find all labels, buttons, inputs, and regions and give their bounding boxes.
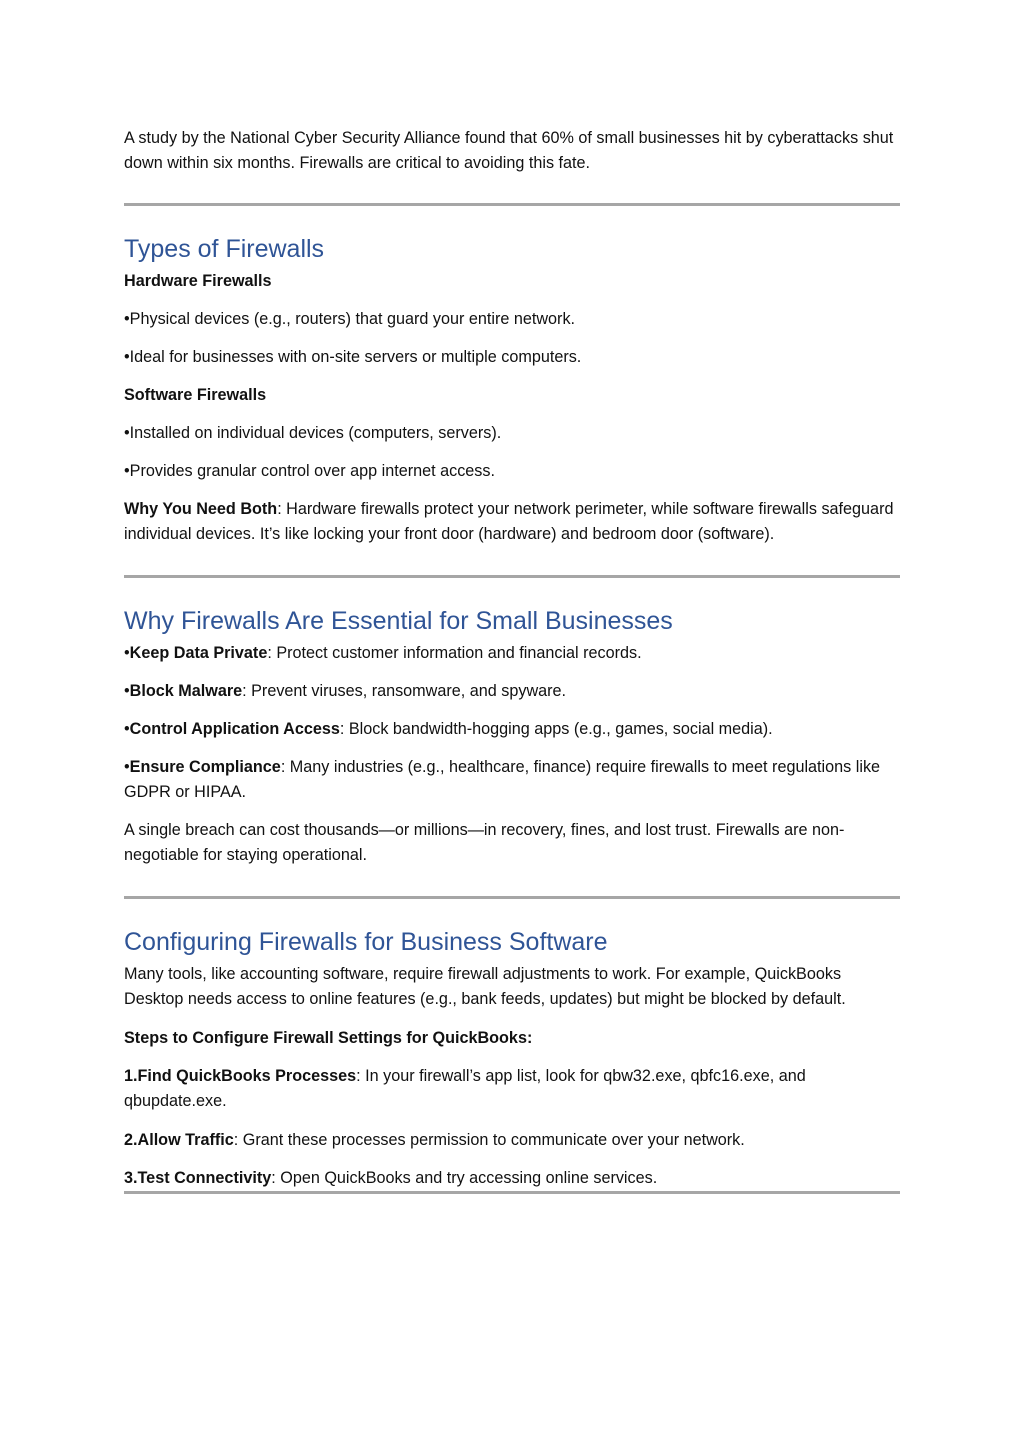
essential-item-4-label: Ensure Compliance (129, 758, 281, 776)
step-1-label: 1.Find QuickBooks Processes (124, 1067, 357, 1085)
essential-item-1 (124, 641, 900, 666)
essential-item-2-label: Block Malware (129, 682, 243, 700)
hardware-bullet-1-text: Physical devices (e.g., routers) that guard your entire network. (129, 310, 576, 328)
essential-item-3-label: Control Application Access (129, 720, 340, 738)
software-bullet-2-text: Provides granular control over app internet access. (129, 462, 495, 480)
step-3-label: 3.Test Connectivity (124, 1169, 272, 1187)
essential-heading: Why Firewalls Are Essential for Small Businesses (124, 607, 673, 635)
hardware-firewalls-title: Hardware Firewalls (124, 272, 272, 290)
step-2 (124, 1128, 900, 1153)
hardware-bullet-2-text: Ideal for businesses with on-site servers or multiple computers. (129, 348, 582, 366)
essential-item-2-text: : Prevent viruses, ransomware, and spyware. (242, 682, 567, 700)
step-2-label: 2.Allow Traffic (124, 1131, 234, 1149)
types-heading: Types of Firewalls (124, 235, 325, 263)
configuring-heading: Configuring Firewalls for Business Software (124, 928, 608, 956)
essential-item-4-text: : Many industries (e.g., healthcare, finance) require firewalls to meet regulations like GDPR or HIPAA. (124, 758, 881, 801)
step-1-text: : In your firewall’s app list, look for qbw32.exe, qbfc16.exe, and qbupdate.exe. (124, 1067, 806, 1110)
essential-closing: A single breach can cost thousands—or millions—in recovery, fines, and lost trust. Firewalls are non-negotiable for staying operational. (124, 821, 845, 864)
intro-paragraph: A study by the National Cyber Security Alliance found that 60% of small businesses hit by cyberattacks shut down within six months. Firewalls are critical to avoiding this fate. (124, 129, 894, 172)
step-3 (124, 1166, 900, 1191)
step-1 (124, 1064, 900, 1114)
hardware-bullet-1 (124, 307, 900, 332)
essential-item-1-text: : Protect customer information and financial records. (267, 644, 642, 662)
hardware-bullet-2 (124, 345, 900, 370)
software-firewalls-title: Software Firewalls (124, 386, 267, 404)
software-bullet-1 (124, 421, 900, 446)
section-divider-4 (124, 1191, 900, 1194)
section-divider-1 (124, 203, 900, 206)
essential-item-1-label: Keep Data Private (129, 644, 268, 662)
essential-item-4 (124, 755, 900, 805)
steps-title: Steps to Configure Firewall Settings for QuickBooks: (124, 1029, 533, 1047)
step-3-text: : Open QuickBooks and try accessing online services. (271, 1169, 658, 1187)
why-both-text: : Hardware firewalls protect your network perimeter, while software firewalls safeguard individual devices. It’s like locking your front door (hardware) and bedroom door (software). (124, 500, 894, 543)
software-bullet-1-text: Installed on individual devices (computers, servers). (129, 424, 502, 442)
section-divider-3 (124, 896, 900, 899)
why-both-paragraph (124, 497, 900, 547)
document-page (124, 126, 900, 1194)
step-2-text: : Grant these processes permission to communicate over your network. (233, 1131, 745, 1149)
why-both-label: Why You Need Both (124, 500, 278, 518)
essential-item-2 (124, 679, 900, 704)
essential-item-3 (124, 717, 900, 742)
essential-item-3-text: : Block bandwidth-hogging apps (e.g., games, social media). (339, 720, 773, 738)
software-bullet-2 (124, 459, 900, 484)
configuring-intro: Many tools, like accounting software, require firewall adjustments to work. For example, QuickBooks Desktop needs access to online features (e.g., bank feeds, updates) but might be blocked by default. (124, 965, 846, 1008)
section-divider-2 (124, 575, 900, 578)
